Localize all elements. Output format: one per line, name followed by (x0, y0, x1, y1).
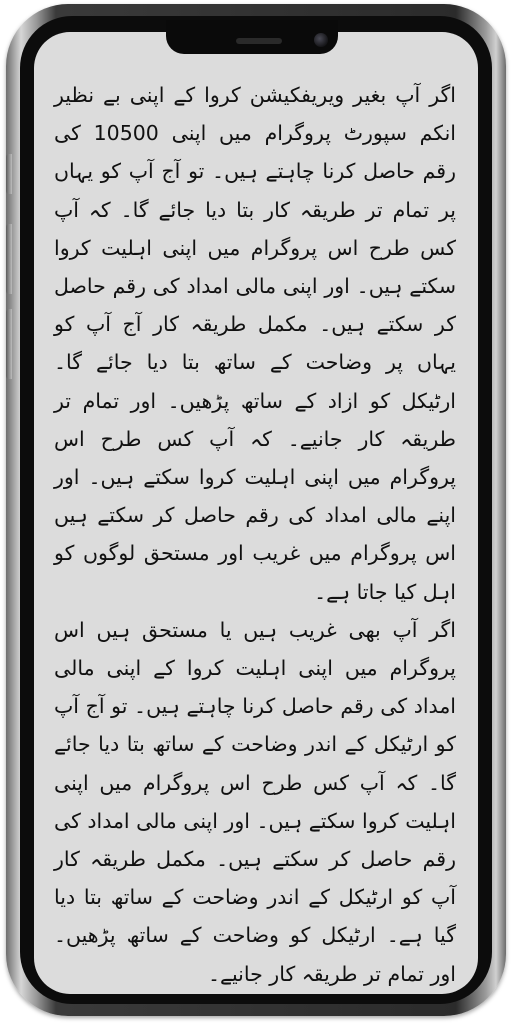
mute-switch (6, 154, 12, 194)
notch (166, 20, 338, 54)
article-text (54, 76, 456, 993)
article-paragraph-1: اگر آپ بغیر ویریفکیشن کروا کے اپنی بے نظیر انکم سپورٹ پروگرام میں اپنی 10500 کی رقم حاصل کرنا چاہتے ہیں۔ تو آج آپ کو یہاں پر تمام تر طریقہ کار بتا دیا جائے گا۔ کہ آپ کس طرح اس پروگرام میں اپنی اہلیت کروا سکتے ہیں۔ اور اپنی مالی امداد کی رقم حاصل کر سکتے ہیں۔ مکمل طریقہ کار آج آپ کو یہاں پر وضاحت کے ساتھ بتا دیا جائے گا۔ ارٹیکل کو ازاد کے ساتھ پڑھیں۔ اور تمام تر طریقہ کار جانیے۔ کہ آپ کس طرح اس پروگرام میں اپنی اہلیت کروا سکتے ہیں۔ اور اپنے مالی امداد کی رقم حاصل کر سکتے ہیں اس پروگرام میں غریب اور مستحق لوگوں کو اہل کیا جاتا ہے۔ (54, 83, 457, 604)
article-paragraph-2: اگر آپ بھی غریب ہیں یا مستحق ہیں اس پروگرام میں اپنی اہلیت کروا کے اپنی مالی امداد کی رقم حاصل کرنا چاہتے ہیں۔ تو آج آپ کو ارٹیکل کے اندر وضاحت کے ساتھ بتا دیا جائے گا۔ کہ آپ کس طرح اس پروگرام میں اپنی اہلیت کروا سکتے ہیں۔ اور اپنی مالی امداد کی رقم حاصل کر سکتے ہیں۔ مکمل طریقہ کار آپ کو ارٹیکل کے اندر وضاحت کے ساتھ بتا دیا گیا ہے۔ ارٹیکل کو وضاحت کے ساتھ پڑھیں۔ اور تمام تر طریقہ کار جانیے۔ (54, 617, 456, 986)
front-camera-icon (314, 33, 328, 47)
volume-down-button (6, 309, 12, 379)
earpiece-speaker (236, 38, 282, 44)
volume-up-button (6, 224, 12, 294)
